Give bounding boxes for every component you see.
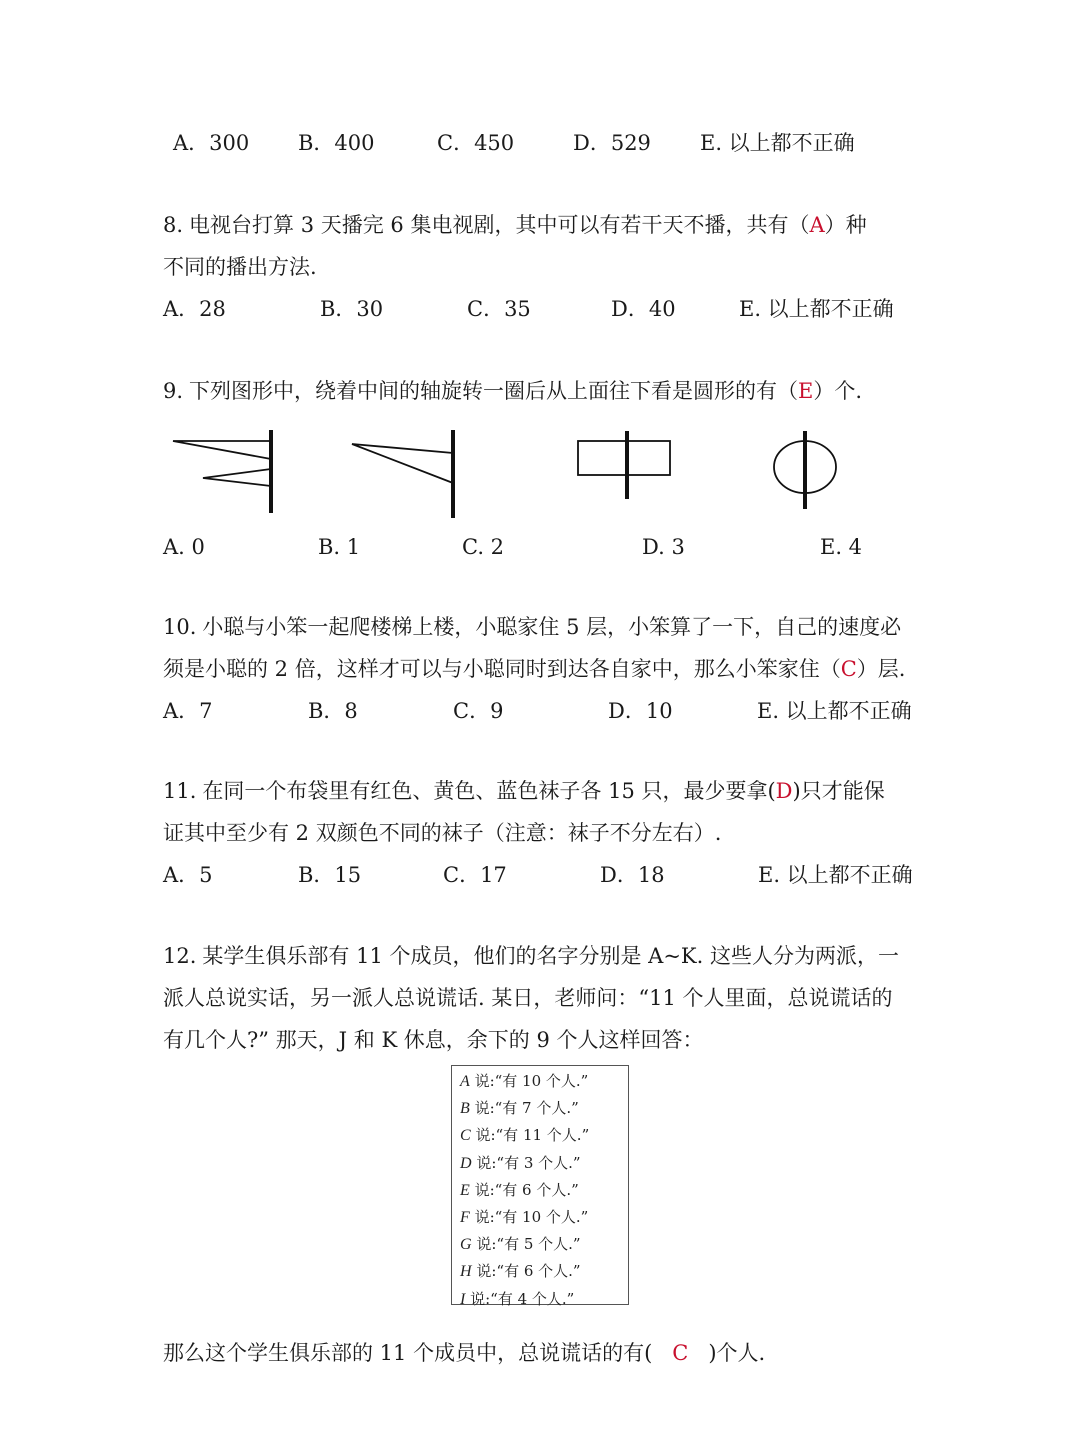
q7-option-a: A．300	[173, 131, 250, 155]
q8-option-b: B．30	[320, 297, 384, 321]
q9-text-line1	[163, 376, 862, 406]
q11-answer: D	[775, 779, 793, 803]
q8-stem-b: ）种	[824, 213, 867, 237]
q11-option-c: C．17	[443, 863, 507, 887]
statement-row	[460, 1068, 628, 1095]
statement-row	[460, 1122, 628, 1149]
statement-text: 说:“有 5 个人.”	[476, 1235, 581, 1254]
q10-option-a: A．7	[163, 699, 213, 723]
q9-figure-d	[765, 428, 845, 518]
q7-option-e: E. 以上都不正确	[700, 131, 855, 155]
q10-text-line2	[163, 654, 905, 684]
statement-speaker: D	[460, 1154, 472, 1172]
statement-row	[460, 1204, 628, 1231]
q9-figure-b	[345, 425, 475, 525]
triangle-upper	[173, 441, 271, 459]
q11-option-a: A．5	[163, 863, 213, 887]
q12-stem-d: 那么这个学生俱乐部的 11 个成员中，总说谎话的有(	[163, 1341, 653, 1365]
q8-option-c: C．35	[467, 297, 531, 321]
q11-text-line1	[163, 776, 885, 806]
rectangle	[578, 441, 670, 475]
q9-number: 9.	[163, 379, 184, 403]
q10-stem-c: ）层.	[856, 657, 906, 681]
statement-speaker: C	[460, 1127, 471, 1145]
q8-option-e: E. 以上都不正确	[739, 297, 894, 321]
statement-text: 说:“有 3 个人.”	[476, 1153, 581, 1172]
q11-stem-b: )只才能保	[792, 779, 885, 803]
statement-row	[460, 1095, 628, 1122]
q8-option-a: A．28	[163, 297, 226, 321]
q10-option-e: E. 以上都不正确	[757, 699, 912, 723]
q9-figure-a	[160, 425, 290, 525]
statement-text: 说:“有 7 个人.”	[474, 1099, 579, 1118]
q11-option-b: B．15	[298, 863, 362, 887]
q10-stem-a: 小聪与小笨一起爬楼梯上楼，小聪家住 5 层，小笨算了一下，自己的速度必	[202, 615, 902, 639]
q11-option-e: E. 以上都不正确	[758, 863, 913, 887]
statement-speaker: A	[460, 1073, 470, 1090]
q10-stem-b: 须是小聪的 2 倍，这样才可以与小聪同时到达各自家中，那么小笨家住（	[163, 657, 841, 681]
q10-option-d: D．10	[608, 699, 673, 723]
statement-speaker: I	[460, 1290, 466, 1308]
triangle	[352, 444, 453, 483]
q11-text-line2: 证其中至少有 2 双颜色不同的袜子（注意：袜子不分左右）.	[163, 821, 722, 845]
statement-row	[460, 1231, 628, 1258]
triangle-lower	[203, 469, 271, 486]
q9-stem-a: 下列图形中，绕着中间的轴旋转一圈后从上面往下看是圆形的有（	[189, 379, 799, 403]
q8-text-line1	[163, 210, 867, 240]
q7-option-d: D．529	[573, 131, 651, 155]
q10-text-line1	[163, 612, 901, 642]
q7-option-c: C．450	[437, 131, 515, 155]
q12-number: 12.	[163, 944, 197, 968]
q12-stem-a: 某学生俱乐部有 11 个成员，他们的名字分别是 A~K. 这些人分为两派，一	[202, 944, 899, 968]
statement-row	[460, 1177, 628, 1204]
q12-stem-e: )个人.	[708, 1341, 766, 1365]
statement-row	[460, 1258, 628, 1285]
statement-row	[460, 1286, 628, 1313]
q9-answer: E	[798, 379, 814, 403]
q12-text-line1	[163, 941, 899, 971]
q8-number: 8.	[163, 213, 184, 237]
q11-number: 11.	[163, 779, 197, 803]
q12-statements-box	[451, 1065, 629, 1308]
statement-speaker: H	[460, 1263, 472, 1281]
q9-stem-b: ）个.	[813, 379, 863, 403]
q12-text-line2: 派人总说实话，另一派人总说谎话. 某日，老师问：“11 个人里面，总说谎话的	[163, 986, 893, 1010]
q9-option-a: A. 0	[163, 535, 205, 559]
q10-option-c: C．9	[453, 699, 504, 723]
q12-text-line3: 有几个人?” 那天，J 和 K 休息，余下的 9 个人这样回答：	[163, 1028, 704, 1052]
q7-option-b: B．400	[298, 131, 375, 155]
statement-text: 说:“有 4 个人.”	[470, 1289, 575, 1308]
q8-stem-a: 电视台打算 3 天播完 6 集电视剧，其中可以有若干天不播，共有（	[189, 213, 810, 237]
q11-option-d: D．18	[600, 863, 665, 887]
q12-text-line4	[163, 1338, 765, 1368]
q9-option-e: E. 4	[820, 535, 863, 559]
q12-answer: C	[672, 1341, 689, 1365]
q8-answer: A	[809, 213, 825, 237]
q11-stem-a: 在同一个布袋里有红色、黄色、蓝色袜子各 15 只，最少要拿(	[202, 779, 776, 803]
q9-option-d: D. 3	[642, 535, 685, 559]
q8-option-d: D．40	[611, 297, 676, 321]
q10-option-b: B．8	[308, 699, 358, 723]
statement-text: 说:“有 11 个人.”	[475, 1126, 590, 1145]
q9-option-c: C. 2	[462, 535, 505, 559]
statement-text: 说:“有 6 个人.”	[474, 1180, 579, 1199]
q8-text-line2: 不同的播出方法.	[163, 255, 317, 279]
q10-answer: C	[840, 657, 857, 681]
q9-option-b: B. 1	[318, 535, 361, 559]
statement-speaker: F	[460, 1209, 470, 1227]
statement-speaker: E	[460, 1181, 470, 1199]
statement-text: 说:“有 10 个人.”	[474, 1208, 589, 1227]
statement-row	[460, 1150, 628, 1177]
q9-figure-c	[572, 428, 682, 508]
statement-speaker: G	[460, 1236, 472, 1254]
statement-speaker: B	[460, 1100, 470, 1118]
statement-text: 说:“有 6 个人.”	[476, 1262, 581, 1281]
statement-text: 说:“有 10 个人.”	[474, 1072, 589, 1090]
q10-number: 10.	[163, 615, 197, 639]
